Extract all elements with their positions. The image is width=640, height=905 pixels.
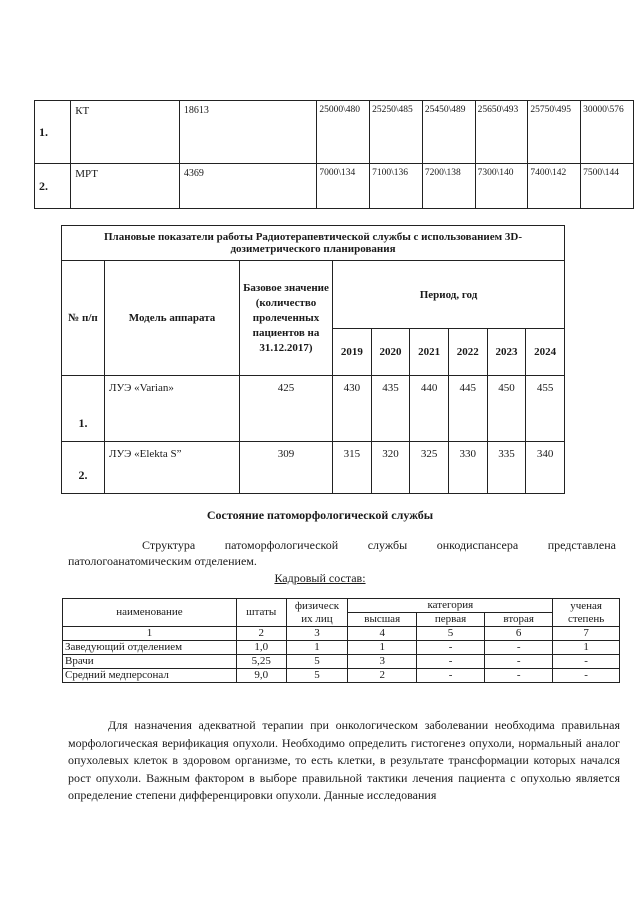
year-2019: 2019	[333, 329, 372, 376]
table-row	[62, 442, 565, 494]
word: Структура	[142, 538, 196, 552]
value-cell: -	[553, 655, 620, 669]
value-cell: -	[485, 641, 553, 655]
table-row	[63, 669, 620, 683]
header-cat-second: вторая	[485, 613, 553, 627]
header-num: № п/п	[62, 261, 105, 376]
value-cell: -	[416, 655, 484, 669]
paragraph-line: патологоанатомическим отделением.	[68, 554, 257, 568]
word: онкодиспансера	[436, 538, 519, 552]
value-cell: 5	[286, 655, 348, 669]
header-period: Период, год	[333, 261, 565, 329]
row-number: 1.	[62, 376, 105, 442]
value-cell: 5,25	[236, 655, 286, 669]
model-cell: КТ	[71, 101, 180, 164]
staff-table	[62, 598, 620, 683]
index-row	[63, 627, 620, 641]
value-cell: 7400\142	[528, 164, 581, 209]
value-cell: 25000\480	[317, 101, 370, 164]
index-cell: 4	[348, 627, 417, 641]
word: представлена	[547, 538, 616, 552]
value-cell: 25250\485	[370, 101, 423, 164]
table-row	[35, 101, 634, 164]
row-number: 2.	[62, 442, 105, 494]
value-cell: 25750\495	[528, 101, 581, 164]
header-cat-high: высшая	[348, 613, 417, 627]
value-cell: 1,0	[236, 641, 286, 655]
structure-paragraph	[68, 537, 616, 569]
table-row	[63, 641, 620, 655]
value-cell: 445	[448, 376, 487, 442]
name-cell: Заведующий отделением	[63, 641, 237, 655]
value-cell: 335	[487, 442, 526, 494]
value-cell: -	[553, 669, 620, 683]
value-cell: 5	[286, 669, 348, 683]
index-cell: 7	[553, 627, 620, 641]
value-cell: 320	[371, 442, 410, 494]
table-caption: Плановые показатели работы Радиотерапевтической службы с использованием 3D-дозиметрического планирования	[62, 226, 565, 261]
row-number: 1.	[35, 101, 71, 164]
index-cell: 6	[485, 627, 553, 641]
value-cell: -	[416, 669, 484, 683]
header-degree: ученая степень	[553, 599, 620, 627]
header-cat-first: первая	[416, 613, 484, 627]
value-cell: 450	[487, 376, 526, 442]
value-cell: 7500\144	[581, 164, 634, 209]
therapy-paragraph	[68, 717, 620, 805]
year-2021: 2021	[410, 329, 449, 376]
value-cell: 9,0	[236, 669, 286, 683]
index-cell: 3	[286, 627, 348, 641]
value-cell: -	[485, 655, 553, 669]
model-cell: ЛУЭ «Varian»	[105, 376, 240, 442]
index-cell: 5	[416, 627, 484, 641]
value-cell: 330	[448, 442, 487, 494]
year-2023: 2023	[487, 329, 526, 376]
base-value-cell: 309	[240, 442, 333, 494]
year-2020: 2020	[371, 329, 410, 376]
value-cell: 7000\134	[317, 164, 370, 209]
value-cell: 7200\138	[422, 164, 475, 209]
value-cell: 340	[526, 442, 565, 494]
table-row	[62, 376, 565, 442]
value-cell: 7100\136	[370, 164, 423, 209]
year-2024: 2024	[526, 329, 565, 376]
table-row	[63, 655, 620, 669]
equipment-table	[34, 100, 634, 209]
value-cell: 315	[333, 442, 372, 494]
base-value-cell: 18613	[179, 101, 317, 164]
value-cell: 7300\140	[475, 164, 528, 209]
index-cell: 2	[236, 627, 286, 641]
value-cell: 1	[553, 641, 620, 655]
header-name: наименование	[63, 599, 237, 627]
value-cell: 1	[348, 641, 417, 655]
radiotherapy-plan-table	[61, 225, 565, 494]
value-cell: -	[416, 641, 484, 655]
index-cell: 1	[63, 627, 237, 641]
base-value-cell: 4369	[179, 164, 317, 209]
year-2022: 2022	[448, 329, 487, 376]
staff-title: Кадровый состав:	[274, 571, 366, 585]
value-cell: 25650\493	[475, 101, 528, 164]
header-base: Базовое значение (количество пролеченных пациентов на 31.12.2017)	[240, 261, 333, 376]
table-row	[35, 164, 634, 209]
header-category: категория	[348, 599, 553, 613]
value-cell: 2	[348, 669, 417, 683]
word: патоморфологической	[224, 538, 339, 552]
value-cell: 455	[526, 376, 565, 442]
row-number: 2.	[35, 164, 71, 209]
model-cell: ЛУЭ «Elekta S”	[105, 442, 240, 494]
value-cell: 30000\576	[581, 101, 634, 164]
section-title: Состояние патоморфологической службы	[206, 508, 434, 522]
value-cell: 430	[333, 376, 372, 442]
word: службы	[367, 538, 408, 552]
name-cell: Средний медперсонал	[63, 669, 237, 683]
value-cell: 325	[410, 442, 449, 494]
value-cell: 3	[348, 655, 417, 669]
model-cell: МРТ	[71, 164, 180, 209]
value-cell: 440	[410, 376, 449, 442]
header-model: Модель аппарата	[105, 261, 240, 376]
value-cell: -	[485, 669, 553, 683]
name-cell: Врачи	[63, 655, 237, 669]
value-cell: 25450\489	[422, 101, 475, 164]
value-cell: 435	[371, 376, 410, 442]
value-cell: 1	[286, 641, 348, 655]
paragraph-text: Для назначения адекватной терапии при онкологическом заболевании необходима правильная морфологическая верификация опухоли. Необходимо определить гистогенез опухоли, нормальный аналог опухолевых клеток в здоровом организме, то есть клетки, в результате трансформации которых начался рост опухоли. Важным фактором в выборе правильной тактики лечения пациента с опухолью является определение степени дифференцировки опухоли. Данные исследования	[68, 718, 620, 802]
header-staff: штаты	[236, 599, 286, 627]
base-value-cell: 425	[240, 376, 333, 442]
header-phys: физическ их лиц	[286, 599, 348, 627]
